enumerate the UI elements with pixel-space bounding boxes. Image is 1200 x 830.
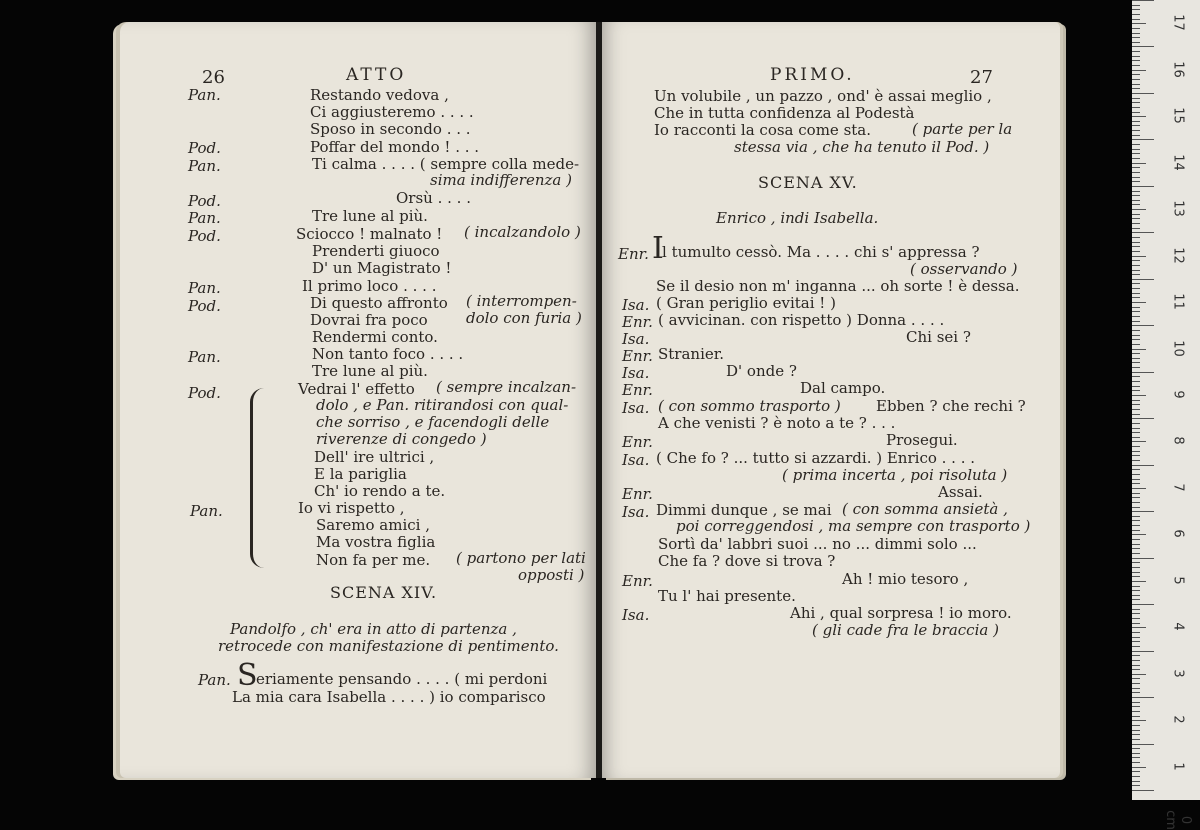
ruler-tick [1132,237,1140,238]
ruler-tick [1132,362,1140,363]
ruler-tick [1132,516,1140,517]
ruler-tick [1132,167,1140,168]
ruler-tick [1132,674,1146,675]
ruler-tick [1132,520,1140,521]
ruler-tick [1132,618,1140,619]
verse-line: l tumulto cessò. Ma . . . . chi s' appressa ? [662,243,980,261]
ruler-tick [1132,153,1140,154]
ruler-label: 14 [1170,153,1186,171]
speaker: Pan. [188,157,221,175]
ruler-tick [1132,725,1140,726]
ruler-tick [1132,121,1140,122]
speaker: Pod. [188,192,221,210]
ruler-tick [1132,70,1146,71]
ruler-tick [1132,651,1154,652]
ruler-tick [1132,56,1140,57]
stage-direction: opposti ) [518,566,585,584]
verse-line: Dimmi dunque , se mai [656,501,832,519]
verse-line: Ah ! mio tesoro , [842,570,969,588]
ruler-tick [1132,214,1140,215]
ruler-tick [1132,265,1140,266]
ruler-tick [1132,256,1146,257]
ruler-tick [1132,367,1140,368]
ruler-tick [1132,525,1140,526]
curly-brace [250,388,267,568]
ruler-tick [1132,270,1140,271]
ruler-tick [1132,5,1140,6]
ruler-tick [1132,404,1140,405]
verse-line: Di questo affronto [310,294,448,312]
verse-line: Chi sei ? [906,328,971,346]
ruler-tick [1132,497,1140,498]
verse-line: Assai. [938,483,983,501]
ruler-tick [1132,28,1140,29]
ruler-tick [1132,139,1154,140]
verse-line: Saremo amici , [316,516,430,534]
speaker: Isa. [622,606,650,624]
ruler-tick [1132,409,1140,410]
scene-description: retrocede con manifestazione di pentimento. [218,637,559,655]
speaker: Isa. [622,399,650,417]
ruler-tick [1132,335,1140,336]
ruler-tick [1132,753,1140,754]
ruler-tick [1132,613,1140,614]
ruler-tick [1132,762,1140,763]
ruler-tick [1132,130,1140,131]
ruler-label: 10 [1170,339,1186,357]
ruler-tick [1132,502,1140,503]
ruler-tick [1132,311,1140,312]
ruler-tick [1132,400,1140,401]
ruler-tick [1132,781,1140,782]
ruler-tick [1132,163,1146,164]
ruler-tick [1132,242,1140,243]
ruler-tick [1132,84,1140,85]
stage-direction: ( gli cade fra le braccia ) [812,621,999,639]
stage-direction: ( interrompen- [466,292,577,310]
ruler-tick [1132,734,1140,735]
stage-direction: dolo , e Pan. ritirandosi con qual- [316,396,569,414]
ruler-label: 3 [1170,669,1186,678]
ruler-tick [1132,720,1146,721]
ruler-tick [1132,102,1140,103]
ruler-tick [1132,428,1140,429]
ruler-tick [1132,730,1140,731]
ruler-label: 9 [1170,390,1186,399]
verse-line: Non fa per me. [316,551,431,569]
stage-direction: ( sempre incalzan- [436,378,577,396]
speaker: Pan. [188,86,221,104]
ruler-tick [1132,9,1140,10]
ruler-tick [1132,553,1140,554]
ruler-tick [1132,288,1140,289]
ruler-tick [1132,767,1146,768]
stage-direction: che sorriso , e facendogli delle [316,413,550,431]
ruler-tick [1132,302,1146,303]
ruler-label: 13 [1170,200,1186,217]
verse-line: Sposo in secondo . . . [310,120,471,138]
ruler-tick [1132,544,1140,545]
ruler-tick [1132,0,1154,1]
speaker: Pod. [188,384,221,402]
ruler-tick [1132,771,1140,772]
ruler-label: 17 [1170,14,1186,31]
ruler-tick [1132,548,1140,549]
ruler-tick [1132,465,1154,466]
speaker: Pan. [188,279,221,297]
ruler-tick [1132,632,1140,633]
ruler-label: 1 [1170,762,1186,771]
speaker: Enr. [622,381,653,399]
ruler-label: 15 [1170,107,1186,124]
prose-line: La mia cara Isabella . . . . ) io comparisco [232,688,546,706]
ruler-tick [1132,51,1140,52]
ruler-tick [1132,539,1140,540]
verse-line: Non tanto foco . . . . [312,345,464,363]
ruler-tick [1132,376,1140,377]
ruler-tick [1132,581,1146,582]
ruler-tick [1132,93,1154,94]
verse-line: Se il desio non m' inganna ... oh sorte ! è dessa. [656,277,1020,295]
ruler-tick [1132,144,1140,145]
ruler-tick [1132,748,1140,749]
ruler-tick [1132,246,1140,247]
ruler-tick [1132,372,1154,373]
ruler-tick [1132,683,1140,684]
verse-line: Un volubile , un pazzo , ond' è assai meglio , [654,87,992,105]
ruler-tick [1132,283,1140,284]
speaker: Isa. [622,451,650,469]
ruler-tick [1132,79,1140,80]
ruler-tick [1132,534,1146,535]
scene-description: Pandolfo , ch' era in atto di partenza , [230,620,517,638]
ruler-tick [1132,177,1140,178]
ruler-tick [1132,339,1140,340]
stage-direction: stessa via , che ha tenuto il Pod. ) [734,138,990,156]
verse-line: Che in tutta confidenza al Podestà [654,104,915,122]
prose-line: eriamente pensando . . . . ( mi perdoni [256,670,548,688]
ruler-tick [1132,627,1146,628]
stage-direction: riverenze di congedo ) [316,430,487,448]
ruler-label: 7 [1170,483,1186,492]
ruler-tick [1132,353,1140,354]
verse-line: Ti calma . . . . ( sempre colla mede- [312,155,580,173]
verse-line: D' un Magistrato ! [312,259,452,277]
verse-line: Poffar del mondo ! . . . [310,138,480,156]
ruler-tick [1132,511,1154,512]
speaker: Enr. [618,245,649,263]
ruler-tick [1132,344,1140,345]
ruler-tick [1132,23,1146,24]
drop-initial: S [237,658,258,693]
ruler-tick [1132,665,1140,666]
verse-line: Dell' ire ultrici , [314,448,435,466]
ruler-tick [1132,209,1146,210]
ruler-tick [1132,451,1140,452]
ruler-tick [1132,599,1140,600]
verse-line: Il primo loco . . . . [302,277,437,295]
verse-line: Ahi , qual sorpresa ! io moro. [790,604,1012,622]
ruler-tick [1132,558,1154,559]
ruler-tick [1132,507,1140,508]
speaker: Enr. [622,572,653,590]
ruler-tick [1132,181,1140,182]
ruler-tick [1132,60,1140,61]
ruler-tick [1132,191,1140,192]
ruler-tick [1132,576,1140,577]
verse-line: Tu l' hai presente. [658,587,796,605]
speaker: Isa. [622,296,650,314]
verse-line: Sortì da' labbri suoi ... no ... dimmi solo ... [658,535,977,553]
ruler-tick [1132,479,1140,480]
ruler-tick [1132,358,1140,359]
book-gutter [596,22,602,778]
stage-direction: dolo con furia ) [466,309,582,327]
ruler-tick [1132,325,1154,326]
ruler-tick [1132,455,1140,456]
ruler-tick [1132,488,1146,489]
ruler-tick [1132,655,1140,656]
ruler-tick [1132,562,1140,563]
stage-direction: ( parte per la [912,120,1013,138]
ruler-tick [1132,678,1140,679]
verse-line: ( Gran periglio evitai ! ) [656,294,836,312]
ruler-tick [1132,33,1140,34]
verse-line: Ma vostra figlia [316,533,436,551]
stage-direction: ( osservando ) [910,260,1018,278]
ruler-tick [1132,697,1154,698]
ruler-tick [1132,646,1140,647]
ruler-tick [1132,65,1140,66]
ruler-label: 0 cm [1163,810,1193,830]
ruler-tick [1132,330,1140,331]
ruler-tick [1132,590,1140,591]
speaker: Pan. [198,671,231,689]
ruler-tick [1132,623,1140,624]
ruler-tick [1132,744,1154,745]
page-number-right: 27 [970,67,993,88]
ruler-tick [1132,641,1140,642]
verse-line: Io racconti la cosa come sta. [654,121,872,139]
speaker: Pod. [188,227,221,245]
speaker: Isa. [622,330,650,348]
ruler-tick [1132,469,1140,470]
ruler-tick [1132,702,1140,703]
verse-line: Sciocco ! malnato ! [296,225,443,243]
verse-line: Ch' io rendo a te. [314,482,446,500]
verse-line: ( Che fo ? ... tutto si azzardi. ) Enrico . . . . [656,449,976,467]
ruler-label: 2 [1170,715,1186,724]
speaker: Isa. [622,364,650,382]
ruler-tick [1132,669,1140,670]
ruler-tick [1132,790,1154,791]
verse-line: Stranier. [658,345,725,363]
ruler-tick [1132,493,1140,494]
ruler-tick [1132,186,1154,187]
ruler-tick [1132,474,1140,475]
ruler-tick [1132,530,1140,531]
speaker: Pod. [188,297,221,315]
ruler-tick [1132,228,1140,229]
ruler-tick [1132,604,1154,605]
verse-line: Dal campo. [800,379,886,397]
ruler-tick [1132,446,1140,447]
ruler-tick [1132,776,1140,777]
drop-initial: I [652,231,664,266]
ruler-tick [1132,572,1140,573]
stage-direction: ( prima incerta , poi risoluta ) [782,466,1008,484]
ruler-tick [1132,107,1140,108]
verse-line: Tre lune al più. [312,362,428,380]
ruler-tick [1132,307,1140,308]
verse-line: Dovrai fra poco [310,311,428,329]
verse-line: Che fa ? dove si trova ? [658,552,836,570]
ruler-label: 5 [1170,576,1186,585]
ruler-label: 6 [1170,529,1186,539]
ruler-tick [1132,688,1140,689]
ruler-tick [1132,112,1140,113]
ruler-tick [1132,172,1140,173]
speaker: Pan. [190,502,223,520]
ruler-tick [1132,200,1140,201]
ruler-tick [1132,195,1140,196]
ruler-tick [1132,386,1140,387]
verse-line: Ebben ? che rechi ? [876,397,1026,415]
ruler-tick [1132,660,1140,661]
ruler-tick [1132,423,1140,424]
ruler-tick [1132,567,1140,568]
ruler-tick [1132,297,1140,298]
running-head-left: ATTO [346,65,407,85]
ruler-tick [1132,37,1140,38]
ruler-tick [1132,418,1154,419]
speaker: Pod. [188,139,221,157]
ruler-tick [1132,437,1140,438]
running-head-right: PRIMO. [770,65,855,85]
stage-direction: ( incalzandolo ) [464,223,581,241]
speaker: Enr. [622,313,653,331]
ruler-tick [1132,19,1140,20]
ruler-tick [1132,711,1140,712]
ruler-label: 11 [1170,293,1186,310]
ruler-tick [1132,381,1140,382]
speaker: Enr. [622,433,653,451]
verse-line: Ci aggiusteremo . . . . [310,103,474,121]
speaker: Enr. [622,485,653,503]
verse-line: Prosegui. [886,431,958,449]
ruler-tick [1132,395,1146,396]
verse-line: Io vi rispetto , [298,499,405,517]
ruler-tick [1132,637,1140,638]
ruler-tick [1132,135,1140,136]
verse-line: Vedrai l' effetto [298,380,415,398]
ruler-tick [1132,293,1140,294]
ruler-tick [1132,692,1140,693]
stage-direction: sima indifferenza ) [430,171,572,189]
ruler-tick [1132,116,1146,117]
speaker: Pan. [188,209,221,227]
ruler-tick [1132,204,1140,205]
ruler-label: 12 [1170,246,1186,264]
stage-direction: ( partono per lati [456,549,586,567]
ruler-tick [1132,483,1140,484]
ruler-tick [1132,316,1140,317]
ruler-tick [1132,595,1140,596]
ruler-tick [1132,88,1140,89]
ruler-tick [1132,232,1154,233]
speaker: Pan. [188,348,221,366]
scene-description: Enrico , indi Isabella. [716,209,879,227]
ruler-tick [1132,74,1140,75]
ruler-tick [1132,739,1140,740]
page-number-left: 26 [202,67,225,88]
ruler-tick [1132,757,1140,758]
ruler-tick [1132,706,1140,707]
verse-line: Orsù . . . . [396,189,471,207]
ruler-tick [1132,441,1146,442]
verse-line: Rendermi conto. [312,328,438,346]
ruler-tick [1132,149,1140,150]
ruler-label: 4 [1170,622,1186,631]
ruler-tick [1132,321,1140,322]
verse-line: A che venisti ? è noto a te ? . . . [658,414,896,432]
ruler-tick [1132,390,1140,391]
ruler-tick [1132,349,1146,350]
ruler-tick [1132,460,1140,461]
ruler-tick [1132,586,1140,587]
verse-line: D' onde ? [726,362,797,380]
stage-direction: ( con sommo trasporto ) [658,397,841,415]
ruler-tick [1132,785,1140,786]
ruler-tick [1132,716,1140,717]
stage-direction: ( con somma ansietà , [842,500,1008,518]
ruler-tick [1132,46,1154,47]
ruler-tick [1132,609,1140,610]
ruler-tick [1132,260,1140,261]
ruler-label: 8 [1170,436,1186,446]
ruler-tick [1132,125,1140,126]
ruler-tick [1132,14,1140,15]
stage-direction: poi correggendosi , ma sempre con trasporto ) [676,517,1031,535]
verse-line: Restando vedova , [310,86,449,104]
speaker: Isa. [622,503,650,521]
measuring-ruler [1132,0,1200,830]
ruler-label: 16 [1170,60,1186,78]
scene-title-left: SCENA XIV. [330,583,438,602]
scene-title-right: SCENA XV. [758,173,858,192]
ruler-tick [1132,432,1140,433]
speaker: Enr. [622,347,653,365]
verse-line: ( avvicinan. con rispetto ) Donna . . . . [658,311,945,329]
verse-line: Prenderti giuoco [312,242,440,260]
ruler-tick [1132,414,1140,415]
ruler-tick [1132,158,1140,159]
ruler-tick [1132,251,1140,252]
ruler-tick [1132,223,1140,224]
verse-line: E la pariglia [314,465,407,483]
ruler-tick [1132,274,1140,275]
ruler-tick [1132,218,1140,219]
verse-line: Tre lune al più. [312,207,428,225]
ruler-tick [1132,42,1140,43]
ruler-tick [1132,98,1140,99]
ruler-tick [1132,279,1154,280]
